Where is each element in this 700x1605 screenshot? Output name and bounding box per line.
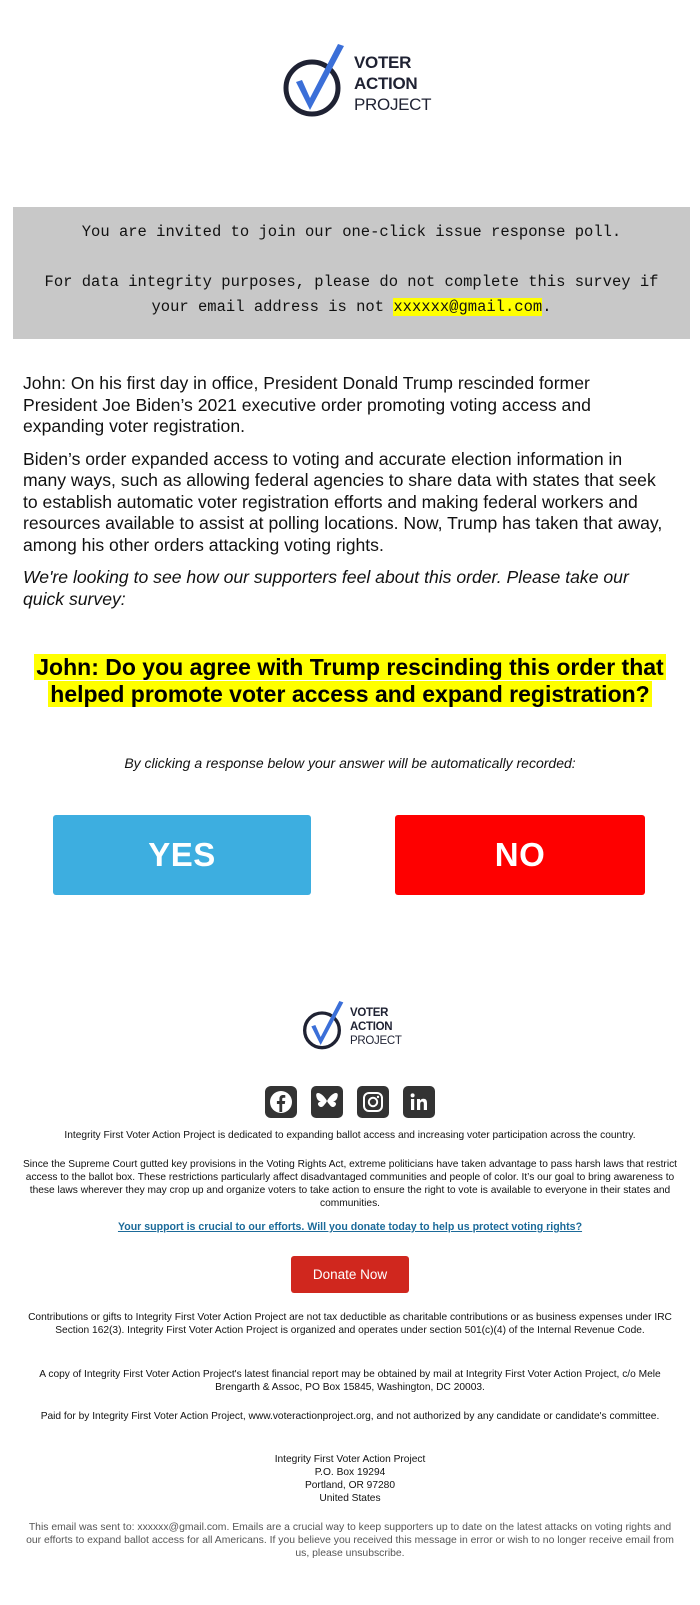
footer-context: Since the Supreme Court gutted key provisions in the Voting Rights Act, extreme politicians have taken advantage to pass harsh laws that restrict access to the ballot box. These restrictions particularly affect disadvantaged communities and people of color. It’s our goal to bring awareness to these laws wherever they may crop up and organize voters to take action to ensure the right to vote is available to everyone in their states and communities. bbox=[22, 1159, 678, 1209]
logo-word-voter: VOTER bbox=[354, 52, 412, 72]
checkmark-circle-logo-icon bbox=[282, 40, 348, 126]
body-paragraph-1: John: On his first day in office, President Donald Trump rescinded former President Joe Biden’s 2021 executive order promoting voting access and expanding voter registration. bbox=[23, 373, 591, 436]
logo-wordmark bbox=[354, 52, 431, 115]
body-paragraph-2: Biden’s order expanded access to voting and accurate election information in many ways, such as allowing federal agencies to share data with states that seek to establish automatic voter registration efforts and making federal workers and resources available to assist at polling locations. Now, Trump has taken that away, among his other orders attacking voting rights. bbox=[23, 448, 663, 555]
poll-question-text: John: Do you agree with Trump rescinding this order that helped promote voter access and expand registration? bbox=[36, 654, 664, 707]
address-country: United States bbox=[319, 1493, 381, 1504]
poll-instruction: By clicking a response below your answer will be automatically recorded: bbox=[124, 755, 576, 771]
bluesky-icon[interactable] bbox=[311, 1086, 343, 1118]
address-org: Integrity First Voter Action Project bbox=[274, 1454, 426, 1465]
footer-checkmark-logo-icon bbox=[302, 998, 346, 1056]
notice-line-3-suffix: . bbox=[542, 298, 552, 316]
no-button[interactable]: NO bbox=[395, 815, 645, 895]
footer-logo-word-voter: VOTER bbox=[350, 1007, 389, 1019]
footer-sent-to: This email was sent to: xxxxxx@gmail.com. Emails are a crucial way to keep supporters up to date on the latest attacks on voting rights and our efforts to expand ballot access for all Americans. If you believe you received this message in error or wish to no longer receive email from us, please unsubscribe. bbox=[26, 1522, 674, 1559]
notice-line-3-prefix: your email address is not bbox=[151, 298, 385, 316]
email-body bbox=[23, 373, 668, 621]
yes-button[interactable]: YES bbox=[53, 815, 311, 895]
footer-address bbox=[22, 1453, 678, 1505]
logo-word-project: PROJECT bbox=[354, 94, 432, 114]
recipient-email: xxxxxx@gmail.com bbox=[393, 298, 543, 316]
poll-question bbox=[14, 654, 686, 708]
footer-logo bbox=[302, 997, 402, 1057]
donate-link[interactable]: Your support is crucial to our efforts. Will you donate today to help us protect voting rights? bbox=[117, 1221, 583, 1233]
footer-financial-report: A copy of Integrity First Voter Action Project's latest financial report may be obtained by mail at Integrity First Voter Action Project, c/o Mele Brengarth & Assoc, PO Box 15845, Washington, DC 20003. bbox=[39, 1369, 661, 1393]
linkedin-glyph-icon bbox=[408, 1091, 430, 1113]
facebook-icon[interactable] bbox=[265, 1086, 297, 1118]
facebook-glyph-icon bbox=[269, 1090, 293, 1114]
address-city: Portland, OR 97280 bbox=[304, 1480, 396, 1491]
footer-logo-word-project: PROJECT bbox=[350, 1035, 402, 1047]
survey-notice-box bbox=[13, 207, 690, 339]
footer-logo-wordmark bbox=[350, 1006, 402, 1048]
instagram-icon[interactable] bbox=[357, 1086, 389, 1118]
footer-mission: Integrity First Voter Action Project is dedicated to expanding ballot access and increasing voter participation across the country. bbox=[64, 1130, 636, 1141]
instagram-glyph-icon bbox=[362, 1091, 384, 1113]
address-box: P.O. Box 19294 bbox=[314, 1467, 386, 1478]
linkedin-icon[interactable] bbox=[403, 1086, 435, 1118]
footer-logo-word-action: ACTION bbox=[350, 1021, 393, 1033]
footer-tax-disclaimer: Contributions or gifts to Integrity First Voter Action Project are not tax deductible as charitable contributions or as business expenses under IRC Section 162(3). Integrity First Voter Action Project is organized and operates under section 501(c)(4) of the Internal Revenue Code. bbox=[28, 1312, 672, 1336]
notice-line-2: For data integrity purposes, please do not complete this survey if bbox=[44, 273, 659, 291]
notice-line-3 bbox=[13, 295, 690, 320]
notice-line-1: You are invited to join our one-click issue response poll. bbox=[81, 223, 622, 241]
donate-now-button[interactable]: Donate Now bbox=[291, 1256, 409, 1293]
voter-action-project-logo bbox=[282, 38, 432, 128]
body-paragraph-3: We're looking to see how our supporters feel about this order. Please take our quick survey: bbox=[23, 567, 629, 609]
butterfly-glyph-icon bbox=[315, 1091, 339, 1113]
footer-paid-for: Paid for by Integrity First Voter Action Project, www.voteractionproject.org, and not authorized by any candidate or candidate's committee. bbox=[40, 1411, 660, 1422]
logo-word-action: ACTION bbox=[354, 73, 418, 93]
